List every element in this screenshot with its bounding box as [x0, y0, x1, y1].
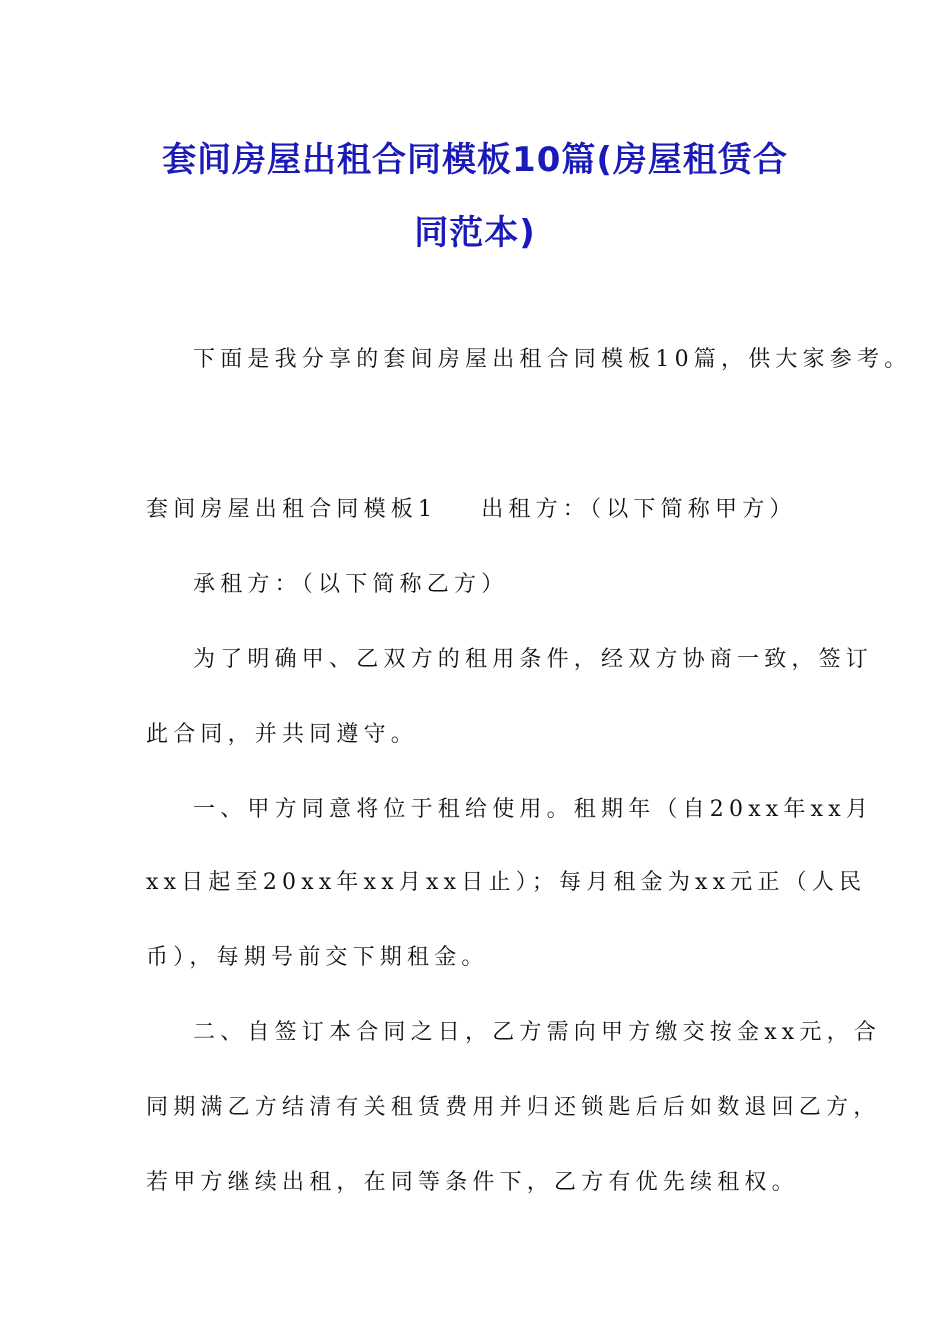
paragraph-2-line-1: 一、甲方同意将位于租给使用。租期年（自20xx年xx月: [193, 797, 874, 822]
document-title-line-2: 同范本): [414, 213, 536, 253]
paragraph-3-line-1: 二、自签订本合同之日，乙方需向甲方缴交按金xx元，合: [193, 1020, 882, 1045]
paragraph-2-line-2: xx日起至20xx年xx月xx日止）；每月租金为xx元正（人民: [146, 870, 867, 895]
paragraph-1-line-2: 此合同，并共同遵守。: [146, 722, 419, 747]
section-heading-row: [146, 495, 797, 525]
paragraph-3-line-2: 同期满乙方结清有关租赁费用并归还锁匙后后如数退回乙方，: [146, 1095, 881, 1120]
paragraph-1-line-1: 为了明确甲、乙双方的租用条件，经双方协商一致，签订: [193, 647, 874, 672]
intro-paragraph: 下面是我分享的套间房屋出租合同模板10篇，供大家参考。: [193, 347, 912, 372]
document-title-line-1: 套间房屋出租合同模板10篇(房屋租赁合: [162, 140, 788, 180]
lessor-label: 出租方：（以下简称甲方）: [481, 497, 797, 522]
paragraph-3-line-3: 若甲方继续出租，在同等条件下，乙方有优先续租权。: [146, 1170, 799, 1195]
lessee-label: 承租方：（以下简称乙方）: [193, 572, 509, 597]
section-heading: 套间房屋出租合同模板1: [146, 497, 438, 522]
paragraph-2-line-3: 币），每期号前交下期租金。: [146, 945, 489, 970]
